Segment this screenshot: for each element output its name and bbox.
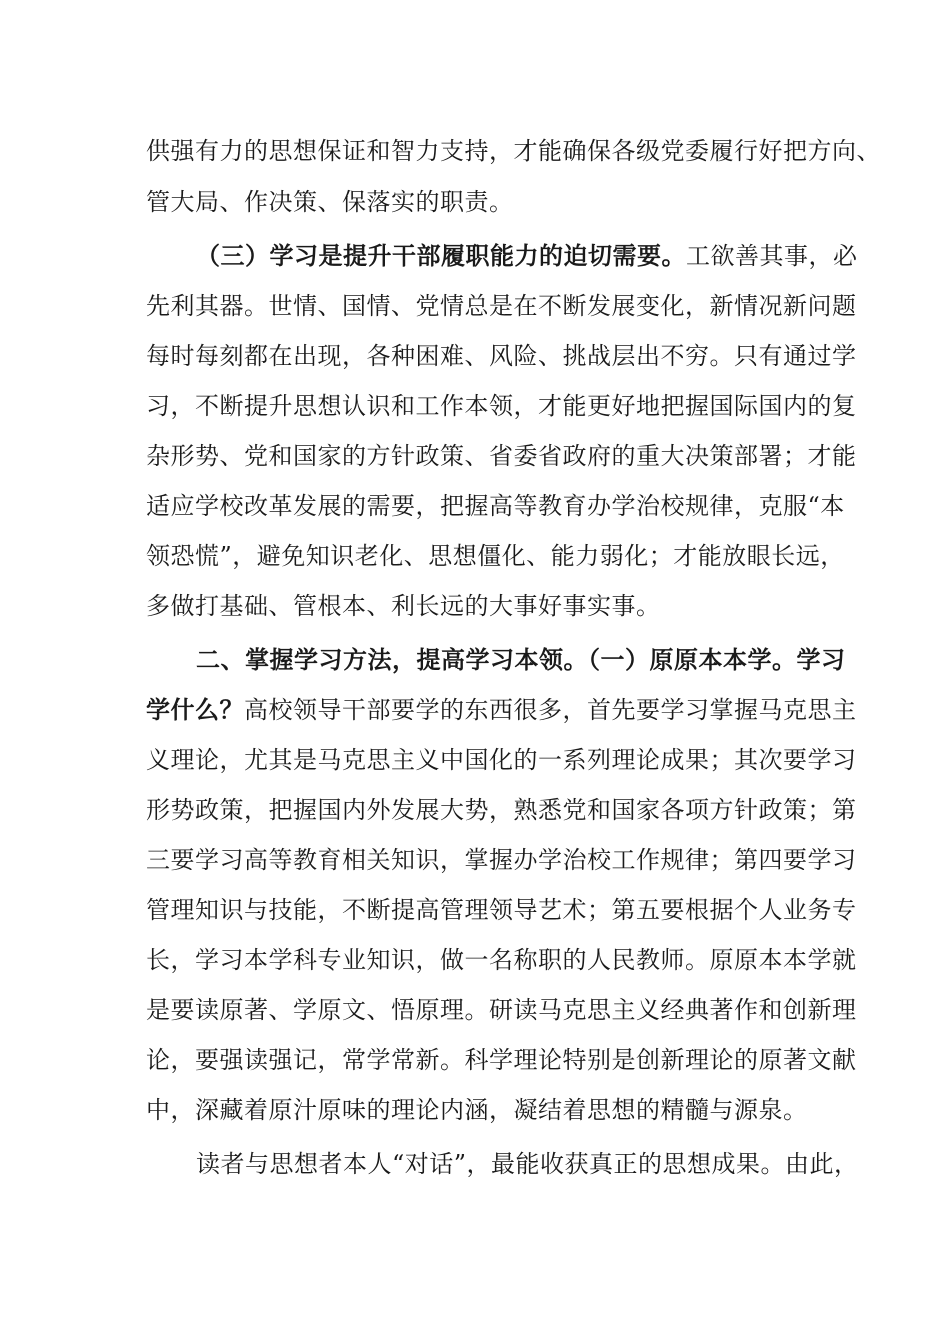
section-heading-two: 二、掌握学习方法，提高学习本领。（一）原原本本学。学习: [196, 645, 846, 674]
text-line: 习，不断提升思想认识和工作本领，才能更好地把握国际国内的复: [146, 392, 857, 420]
text-line: 管大局、作决策、保落实的职责。: [146, 188, 514, 216]
text-line: 领恐慌”，避免知识老化、思想僵化、能力弱化；才能放眼长远，: [146, 542, 845, 570]
text-run: 高校领导干部要学的东西很多，首先要学习掌握马克思主: [244, 696, 857, 724]
subheading-line: [146, 690, 857, 730]
text-line: 适应学校改革发展的需要，把握高等教育办学治校规律，克服“本: [146, 492, 845, 520]
text-line: 先利其器。世情、国情、党情总是在不断发展变化，新情况新问题: [146, 292, 857, 320]
text-line: 杂形势、党和国家的方针政策、省委省政府的重大决策部署；才能: [146, 442, 857, 470]
text-line: 供强有力的思想保证和智力支持，才能确保各级党委履行好把方向、: [146, 137, 881, 165]
text-line: 形势政策，把握国内外发展大势，熟悉党和国家各项方针政策；第: [146, 796, 857, 824]
subheading-question: 学什么？: [146, 695, 244, 724]
text-run: 工欲善其事，必: [686, 242, 858, 270]
text-line: 三要学习高等教育相关知识，掌握办学治校工作规律；第四要学习: [146, 846, 857, 874]
subheading-three: （三）学习是提升干部履职能力的迫切需要。: [196, 241, 686, 270]
text-line: 论，要强读强记，常学常新。科学理论特别是创新理论的原著文献: [146, 1046, 857, 1074]
text-line: 中，深藏着原汁原味的理论内涵，凝结着思想的精髓与源泉。: [146, 1096, 808, 1124]
text-line: 长，学习本学科专业知识，做一名称职的人民教师。原原本本学就: [146, 946, 857, 974]
text-line: 是要读原著、学原文、悟原理。研读马克思主义经典著作和创新理: [146, 996, 857, 1024]
text-line: 义理论，尤其是马克思主义中国化的一系列理论成果；其次要学习: [146, 746, 857, 774]
text-line: 管理知识与技能，不断提高管理领导艺术；第五要根据个人业务专: [146, 896, 857, 924]
text-line: 读者与思想者本人“对话”，最能收获真正的思想成果。由此，: [196, 1150, 859, 1178]
text-line: 多做打基础、管根本、利长远的大事好事实事。: [146, 592, 661, 620]
text-line: 每时每刻都在出现，各种困难、风险、挑战层出不穷。只有通过学: [146, 342, 857, 370]
subheading-line: [196, 236, 858, 276]
